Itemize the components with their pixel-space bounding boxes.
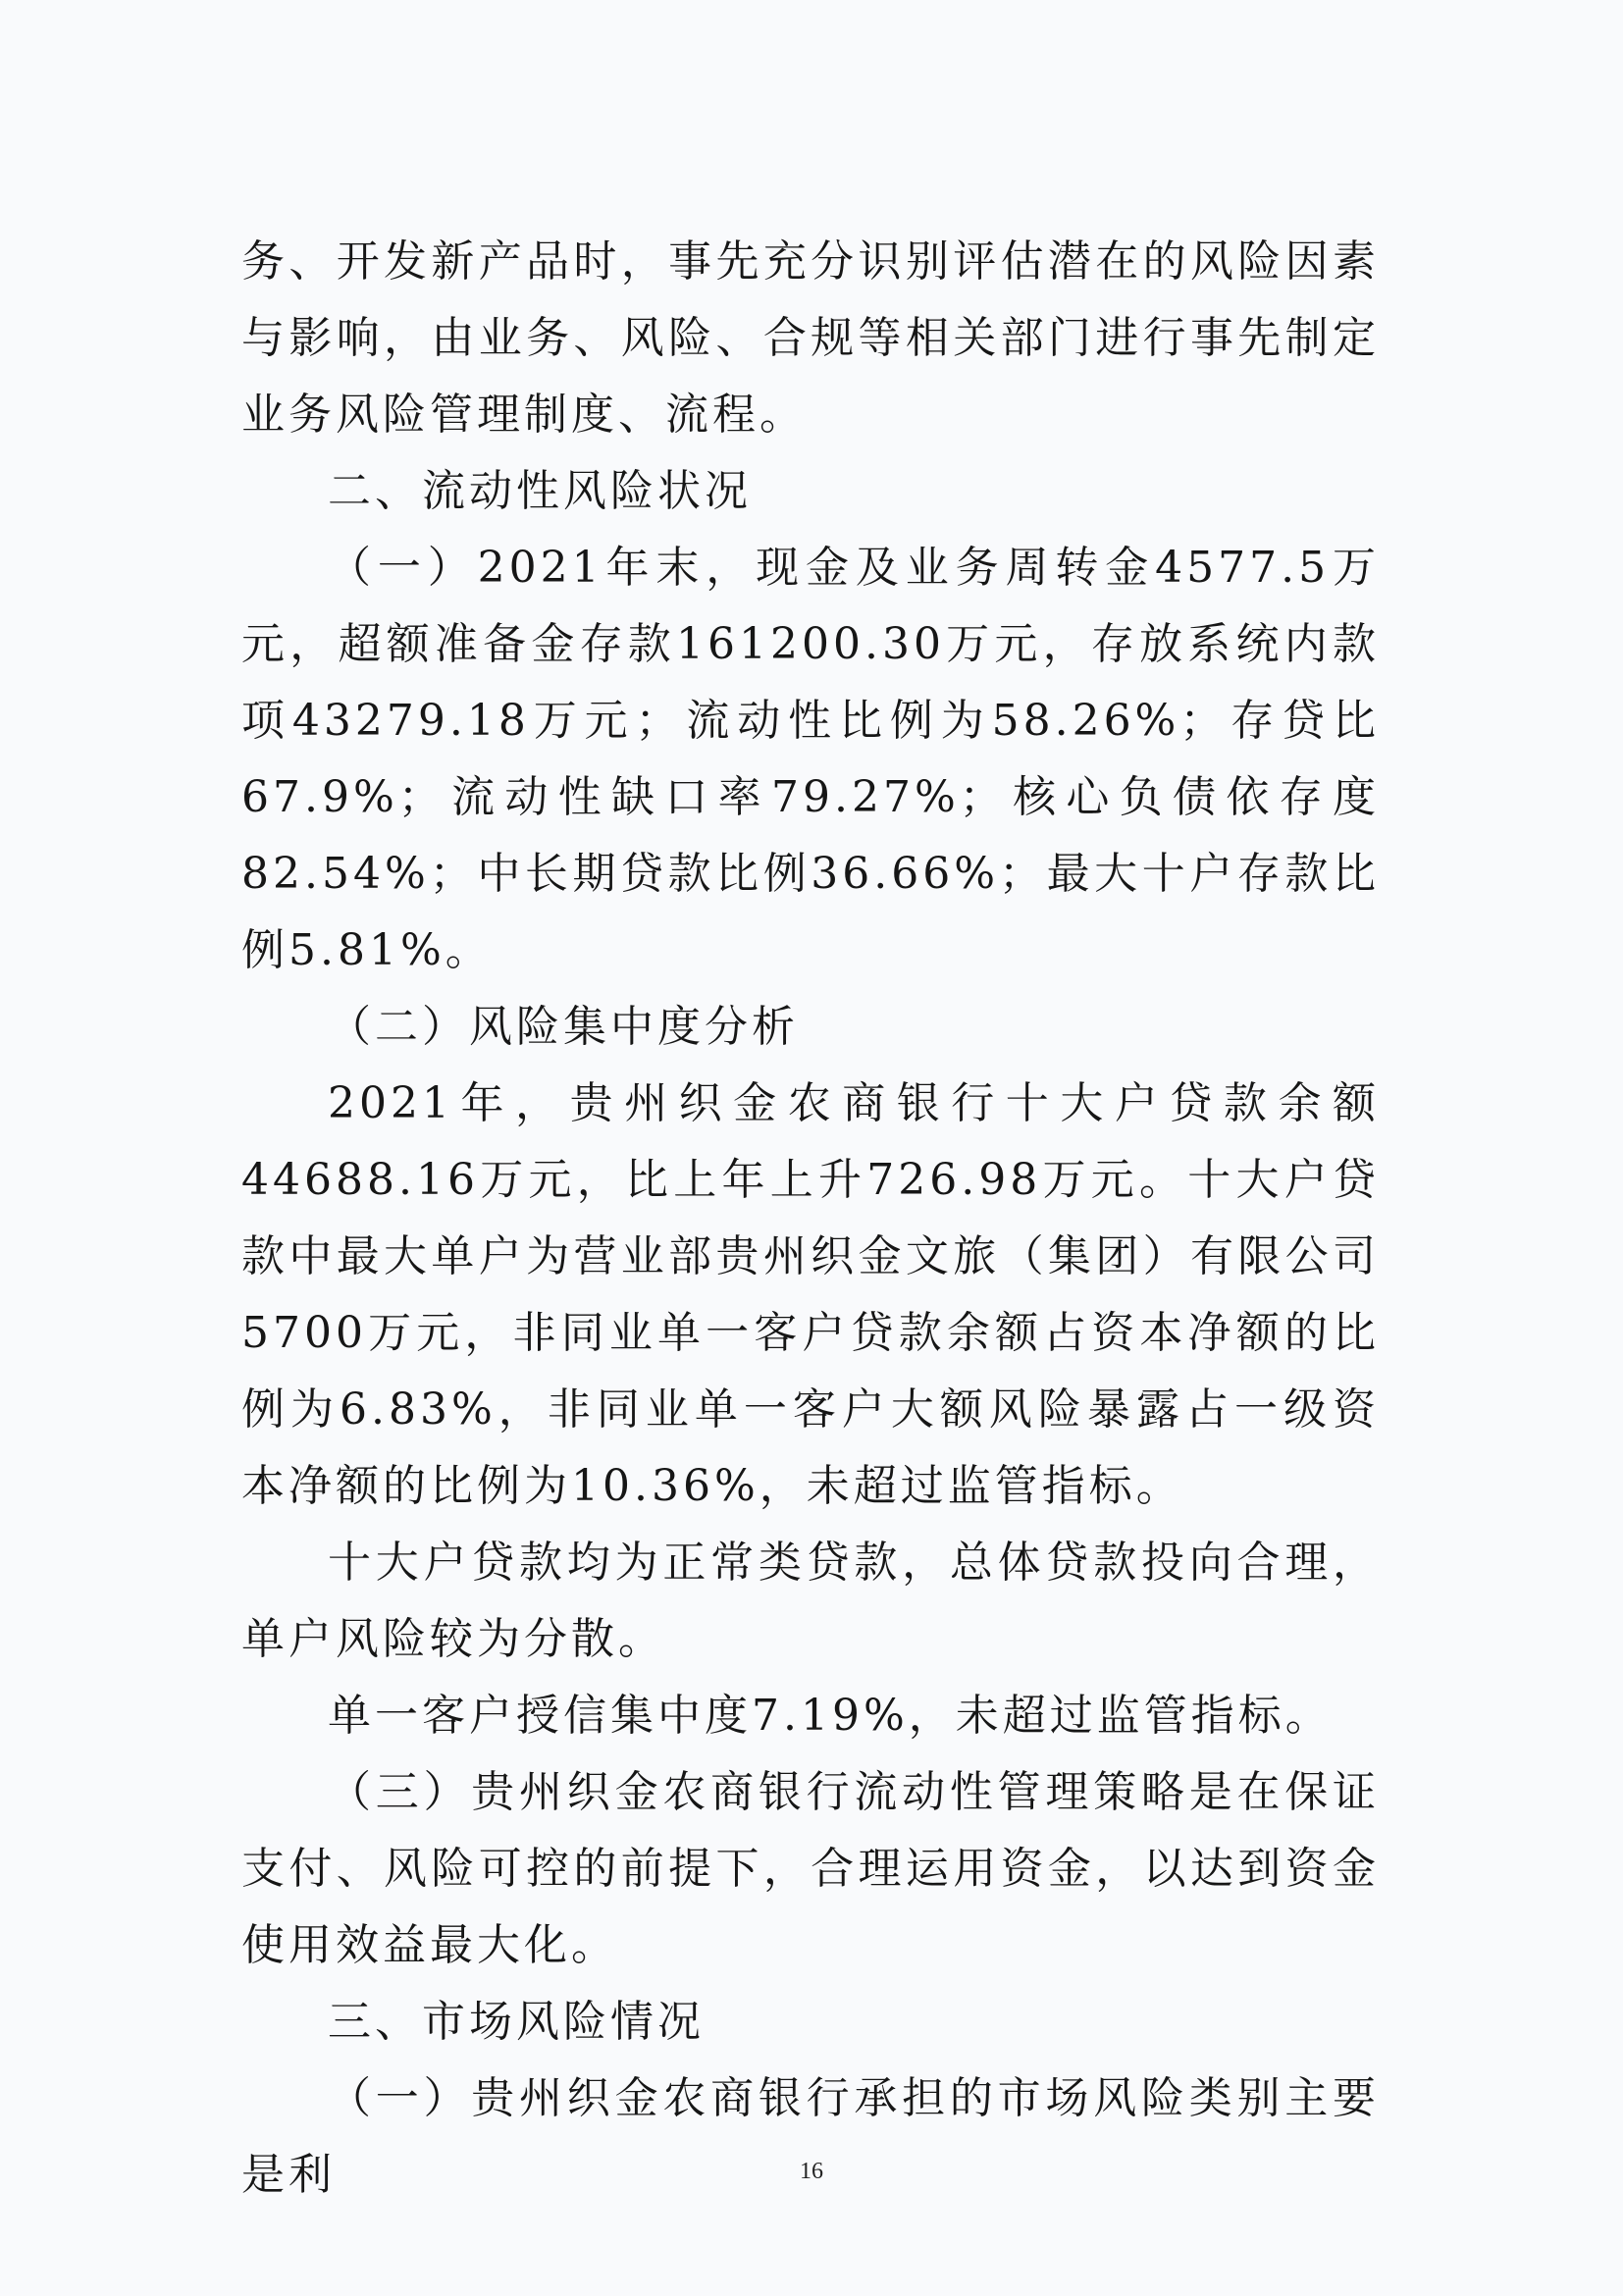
paragraph-liquidity-strategy: （三）贵州织金农商银行流动性管理策略是在保证支付、风险可控的前提下，合理运用资金，以达到资金使用效益最大化。 — [241, 1767, 1380, 1970]
page-number: 16 — [800, 2159, 823, 2184]
paragraph-top-ten-loans: 2021年，贵州织金农商银行十大户贷款余额44688.16万元，比上年上升726.98万元。十大户贷款中最大单户为营业部贵州织金文旅（集团）有限公司5700万元，非同业单一客户贷款余额占资本净额的比例为6.83%，非同业单一客户大额风险暴露占一级资本净额的比例为10.36%，未超过监管指标。 — [241, 1078, 1380, 1511]
paragraph-loan-classification: 十大户贷款均为正常类贷款，总体贷款投向合理，单户风险较为分散。 — [241, 1538, 1380, 1664]
paragraph-risk-management-process: 务、开发新产品时，事先充分识别评估潜在的风险因素与影响，由业务、风险、合规等相关部门进行事先制定业务风险管理制度、流程。 — [241, 236, 1380, 440]
paragraph-market-risk-types: （一）贵州织金农商银行承担的市场风险类别主要是利 — [241, 2073, 1380, 2200]
paragraph-credit-concentration: 单一客户授信集中度7.19%，未超过监管指标。 — [328, 1691, 1333, 1741]
heading-market-risk: 三、市场风险情况 — [328, 1997, 705, 2047]
document-body — [241, 224, 1380, 2214]
paragraph-liquidity-indicators: （一）2021年末，现金及业务周转金4577.5万元，超额准备金存款161200.30万元，存放系统内款项43279.18万元；流动性比例为58.26%；存贷比67.9%；流动性缺口率79.27%；核心负债依存度82.54%；中长期贷款比例36.66%；最大十户存款比例5.81%。 — [241, 543, 1380, 975]
heading-concentration-analysis: （二）风险集中度分析 — [328, 1002, 799, 1052]
heading-liquidity-risk: 二、流动性风险状况 — [328, 466, 752, 516]
